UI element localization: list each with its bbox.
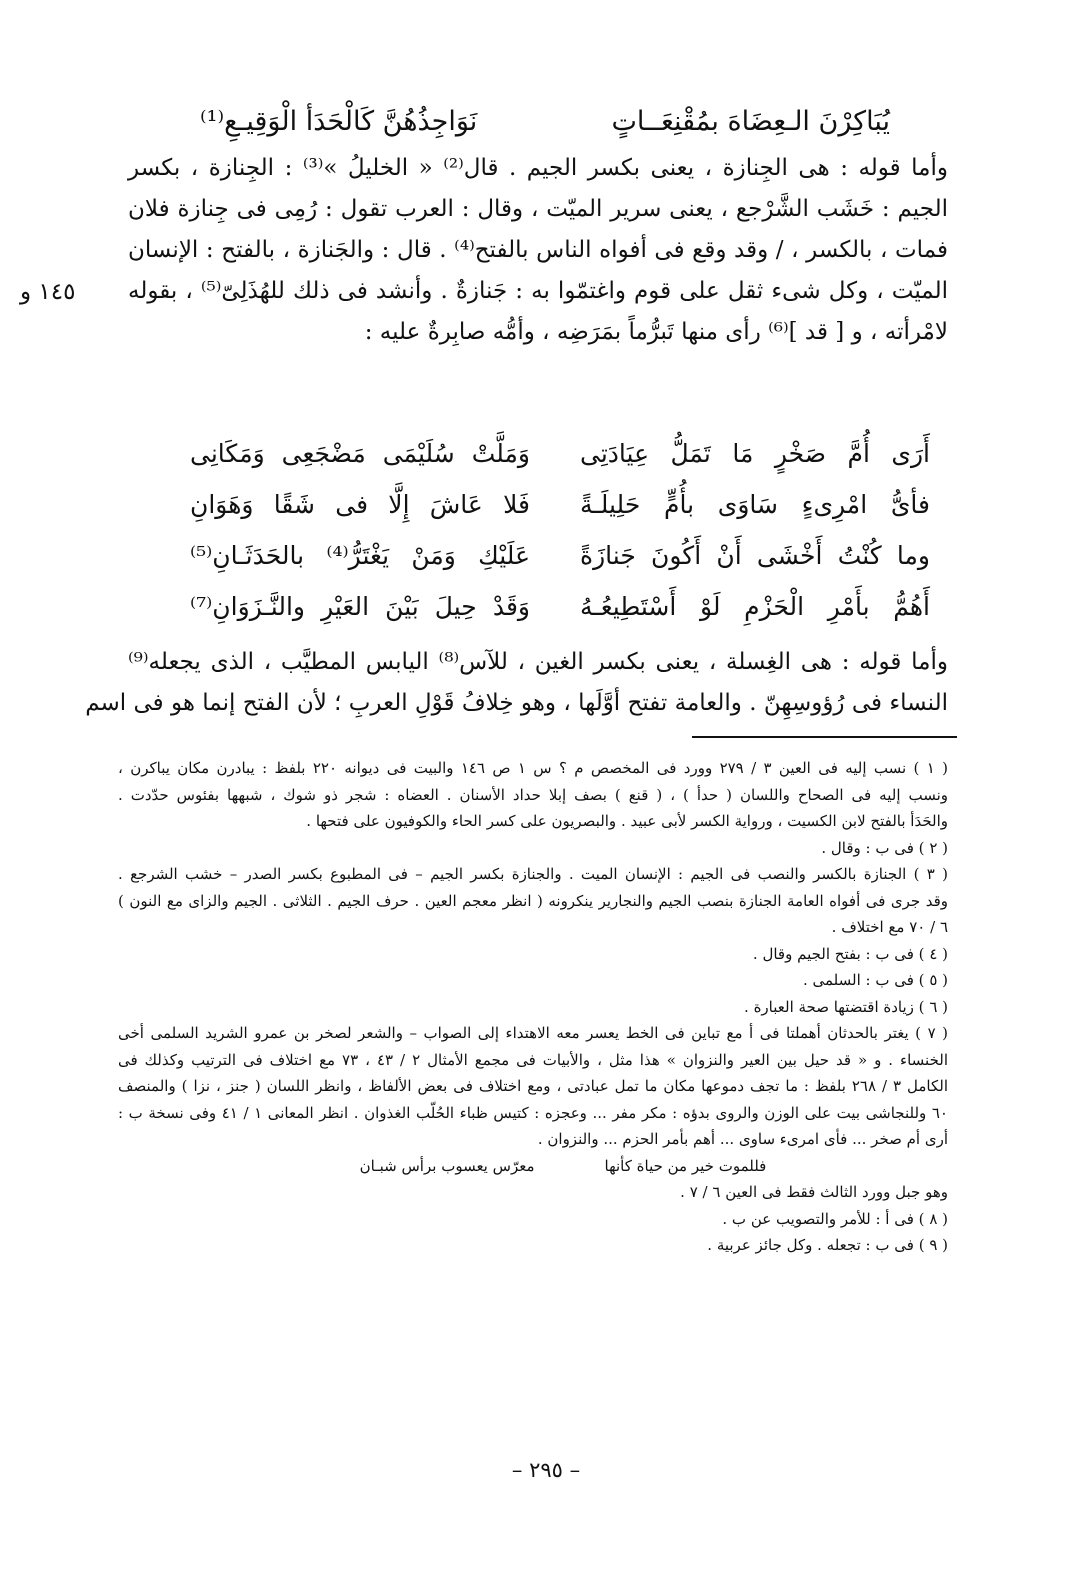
footnote-2: ( ٢ ) فى ب : وقال .: [821, 838, 948, 857]
opening-verse-second-hemistich: نَوَاجِذُهُنَّ كَالْحَدَأ الْوَقِيـعِ⁽¹⁾: [200, 106, 478, 137]
opening-verse-first-hemistich: يُبَاكِرْنَ الـعِضَاهَ بمُقْنِعَــاتٍ: [611, 106, 890, 137]
footnote-line: وقد جرى فى أفواه العامة الجنازة بنصب الجيم والنجارير ينكرونه ( انظر معجم العين . حرف الجيم . الثلاثى . الجيم والزاى مع النون ): [118, 891, 948, 910]
footnote-9: ( ٩ ) فى ب : تجعله . وكل جائز عربية .: [707, 1236, 948, 1254]
poem-second-hemistich: فَلا عَاشَ إِلَّا فى شَقًا وَهَوَانِ: [190, 490, 530, 519]
footnote-line: ٦ / ٧٠ مع اختلاف .: [831, 918, 948, 936]
footnote-line: الكامل ٣ / ٢٦٨ بلفظ : ما تجف دموعها مكان ما تمل عبادتى ، ومع اختلاف فى بعض الألفاظ ، وانظر اللسان ( جنز ، نزا ) والمنصف: [118, 1077, 949, 1095]
poem-first-hemistich: فأىُّ امْرِىءٍ سَاوَى بأُمٍّ حَلِيلَـةً: [580, 490, 930, 519]
footnote-line: ( ٧ ) يغتر بالحدثان أهملتا فى أ مع تباين فى الخط يعسر معه الاهتداء إلى الصواب – والشعر لصخر بن عمرو الشريد السلمى أخى: [118, 1024, 949, 1042]
footnote-5: ( ٥ ) فى ب : السلمى .: [802, 971, 948, 989]
footnote-line: ٦٠ وللنجاشى بيت على الوزن والروى بدؤه : مكر مفر ... وعجزه : كتيس ظباء الحُلّب الغذوان . انظر المعانى ١ / ٤١ وفى نسخة ب :: [118, 1103, 948, 1122]
manuscript-folio-marker: ١٤٥ و: [20, 279, 76, 305]
footnote-8: ( ٨ ) فى أ : للأمر والتصويب عن ب .: [722, 1209, 948, 1228]
poem-second-hemistich: عَلَيْكِ وَمَنْ يَغْتَرُّ⁽⁴⁾ بالحَدَثَـانِ⁽⁵⁾: [190, 541, 530, 570]
footnote-verse-first-hemistich: فللموت خير من حياة كأنها: [604, 1156, 767, 1175]
text-line: فمات ، بالكسر ، / وقد وقع فى أفواه الناس بالفتح⁽⁴⁾ . قال : والجَنازة ، بالفتح : الإنسان: [128, 237, 948, 263]
page-number: – ٢٩٥ –: [511, 1458, 581, 1482]
text-line: الجيم : خَشَب الشَّرْجع ، يعنى سرير الميّت ، وقال : العرب تقول : رُمِى فى جِنازة فلان: [128, 196, 948, 222]
poem-verse: [190, 581, 930, 632]
text-line: لامْرأته ، و [ قد ]⁽⁶⁾ رأى منها تَبرُّماً بمَرَضِه ، وأمُّه صابِرةٌ عليه :: [364, 319, 948, 345]
text-line: النساء فى رُؤوسِهِنّ . والعامة تفتح أوَّلَها ، وهو خِلافُ قَوْلِ العربِ ؛ لأن الفتح إنما هو فى اسم: [85, 690, 948, 716]
footnote-line: ( ١ ) نسب إليه فى العين ٣ / ٢٧٩ وورد فى المخصص م ؟ س ١ ص ١٤٦ والبيت فى ديوانه ٢٢٠ بلفظ : يبادرن مكان يباكرن ،: [118, 759, 949, 777]
footnote-4: ( ٤ ) فى ب : بفتح الجيم وقال .: [752, 944, 948, 963]
footnote-line: والحَدَأ بالفتح لابن الكسيت ، ورواية الكسر لأبى عبيد . والبصريون على كسر الحاء والكوفيون على فتحها .: [306, 812, 948, 830]
footnote-verse: [118, 1153, 948, 1180]
text-line: الميّت ، وكل شىء ثقل على قوم واغتمّوا به : جَنازةٌ . وأنشد فى ذلك للهُذَلِىّ⁽⁵⁾ ، بقوله: [128, 278, 948, 304]
footnotes: [118, 755, 948, 1259]
poem-block: [190, 428, 930, 632]
footnote-line: الخنساء . و « قد حيل بين العير والنزوان » هذا مثل ، والأبيات فى مجمع الأمثال ٢ / ٤٣ ، ٧٣ مع اختلاف فى الترتيب وكذلك فى: [118, 1050, 948, 1069]
text-line: وأما قوله : هى الجِنازة ، يعنى بكسر الجيم . قال⁽²⁾ « الخليلُ »⁽³⁾ : الجِنازة ، بكسر: [128, 155, 948, 181]
footnote-6: ( ٦ ) زيادة اقتضتها صحة العبارة .: [744, 997, 948, 1016]
footnote-line: أرى أم صخر ... فأى امرىء ساوى ... أهم بأمر الحزم ... والنزوان .: [537, 1130, 948, 1148]
opening-verse: [200, 100, 890, 144]
main-text-paragraph-1: [128, 148, 948, 353]
poem-first-hemistich: أَرَى أُمَّ صَخْرٍ مَا تَمَلُّ عِيَادَتِى: [580, 439, 930, 468]
footnote-line: ونسب إليه فى الصحاح واللسان ( حدأ ) ، ( قنع ) بصف إبلا حداد الأسنان . العضاه : شجر ذو شوك ، شبهها بفئوس حدّدت .: [118, 785, 948, 804]
footnote-line: ( ٣ ) الجنازة بالكسر والنصب فى الجيم : الإنسان الميت . والجنازة بكسر الجيم – فى المطبوع بكسر الصدر – خشب الشرجع .: [118, 865, 948, 883]
footnote-separator: [692, 736, 957, 738]
poem-second-hemistich: وَمَلَّتْ سُلَيْمَى مَضْجَعِى وَمَكَانِى: [190, 439, 530, 468]
poem-verse: [190, 479, 930, 530]
poem-first-hemistich: أَهُمُّ بأَمْرِ الْحَزْمِ لَوْ أَسْتَطِيعُـهُ: [580, 592, 930, 621]
footnote-verse-second-hemistich: معرّس يعسوب برأس شبـان: [359, 1156, 535, 1175]
main-text-paragraph-2: [85, 642, 948, 724]
footnote-line: وهو جبل وورد الثالث فقط فى العين ٦ / ٧ .: [680, 1183, 948, 1201]
text-line: وأما قوله : هى الغِسلة ، يعنى بكسر الغين ، للآس⁽⁸⁾ اليابس المطيَّب ، الذى يجعله⁽⁹⁾: [128, 649, 948, 675]
poem-second-hemistich: وَقَدْ حِيلَ بَيْنَ العَيْرِ والنَّـزَوَانِ⁽⁷⁾: [190, 592, 530, 621]
poem-verse: [190, 530, 930, 581]
poem-first-hemistich: وما كُنْتُ أَخْشَى أَنْ أَكُونَ جَنازَةً: [580, 541, 930, 570]
poem-verse: [190, 428, 930, 479]
